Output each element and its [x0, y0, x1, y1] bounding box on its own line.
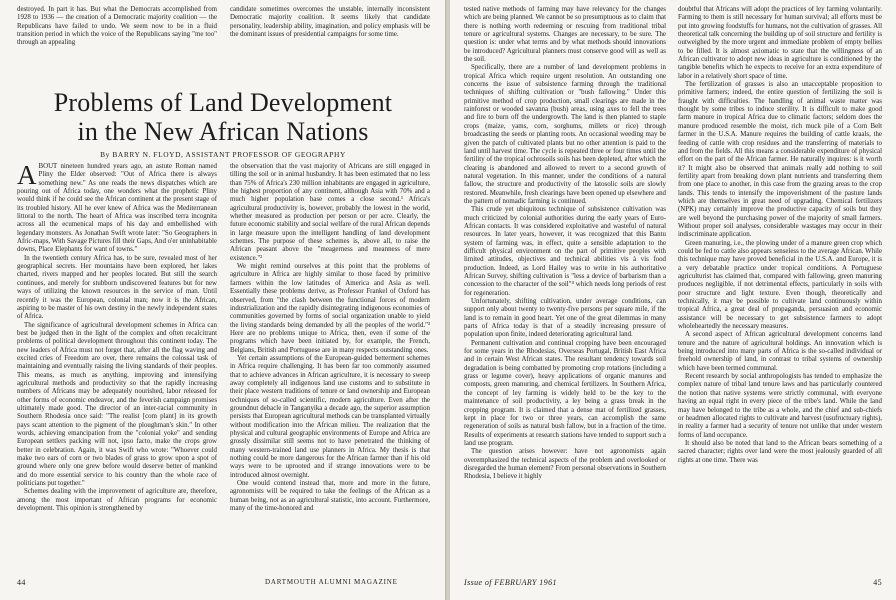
text-paragraph: A second aspect of African agricultural development concerns land tenure and the nature of agricultural holdings. An innovation which is being introduced into many parts of Africa is the so-called individual or freehold ownership of land, in contrast to tribal systems of ownership which have been termed communal. [678, 331, 882, 372]
text-paragraph: candidate sometimes overcomes the unstable, internally inconsistent Democratic majority coalition. It seems likely that candidate personality, leadership ability, imagination, and policy emphasis will be the dominant issues of presidential campaigns for some time. [230, 6, 430, 39]
article-title [18, 88, 428, 146]
title-line-2: in the New African Nations [77, 117, 369, 146]
byline: By BARRY N. FLOYD, ASSISTANT PROFESSOR OF GEOGRAPHY [100, 150, 346, 159]
text-paragraph: Green manuring, i.e., the plowing under of a manure green crop which could be fed to cattle also appears senseless to the average African. While this technique may have proved beneficial in the U.S.A. and Europe, it is a very debatable practice under tropical conditions. A Portuguese agriculturist has claimed that, compared with fallowing, green manuring produces negligible, if not detrimental effects, particularly in soils with poor structure and light texture. Even though, theoretically and technically, it may be possible to cultivate land continuously within tropical Africa, a great deal of propaganda, persuasion and economic assistance will be necessary to get subsistence farmers to adopt wholeheartedly the necessary measures. [678, 239, 882, 331]
magazine-name-footer: DARTMOUTH ALUMNI MAGAZINE [265, 578, 398, 586]
text-paragraph: The question arises however: have not agronomists again overemphasized the technical aspects of the problem and overlooked or disregarded the human element? From personal observations in Southern Rhodesia, I believe it highly [464, 448, 666, 481]
text-paragraph: The fertilization of grasses is also an unacceptable proposition to primitive farmers; indeed, the entire question of fertilizing the soil is fraught with difficulties. The handling of animal waste matter was thought by some tribes to induce sterility. It is difficult to make good farm manure in tropical Africa due to climatic factors; seldom does the manure produced resemble the moist, rich muck pile of a Corn Belt farmer in the U.S.A. Manure requires the building of cattle kraals, the feeding of cattle with crop residues and the transferring of materials to and from the fields. All this means a considerable expenditure of physical effort on the part of the African farmer. He naturally inquires: is it worth it? It might also be observed that animals really add nothing to soil fertility apart from breaking down plant nutrients and transferring them from one place to another, in this case from the grazing areas to the crop lands. This tends to intensify the impoverishment of the pasture lands which are themselves in great need of upgrading. Chemical fertilizers (NPK) may certainly improve the productive capacity of soils but they are well beyond the purchasing power of the majority of small farmers. Without proper soil analyses, considerable wastages may occur in their indiscriminate application. [678, 81, 882, 239]
article-column-2 [230, 163, 430, 575]
text-paragraph: Unfortunately, shifting cultivation, under average conditions, can support only about twenty to twenty-five persons per square mile, if the land is to remain in good heart. Yet one of the great dilemmas in many parts of Africa today is that of a steadily increasing pressure of population upon finite, indeed deteriorating agricultural land. [464, 298, 666, 339]
text-paragraph: In the twentieth century Africa has, to be sure, revealed most of her geographical secrets. Her mountains have been explored, her lakes charted, rivers mapped and her peoples located. But still the search continues, and merely for stubborn undiscovered features but for new ways of utilizing the known resources in the service of man. Until recently it was the European, colonial man; now it is the African, aspiring to be master of his own destiny in the newly independent states of Africa. [17, 254, 217, 321]
text-paragraph: Specifically, there are a number of land development problems in tropical Africa which require urgent resolution. An outstanding one concerns the issue of subsistence farming through the traditional techniques of shifting cultivation or "bush fallowing." Under this primitive method of crop production, small clearings are made in the rainforest or wooded savanna (bush) areas, using axes to fell the trees and fire to burn off the undergrowth. The land is then planted to staple crops (maize, yams, corn, sorghums, millets or rice) through broadcasting the seeds or planting roots. An occasional weeding may be given the patch of cultivated plants but no other attention is paid to the land until harvest time. The cycle is repeated three or four times until the fertility of the tropical ochrosoils soils has been depleted, after which the clearing is abandoned and allowed to revert to a second growth of natural vegetation. In this manner, under the conditions of a natural fallow, the structure and productivity of the latosolic soils are slowly restored. Meanwhile, fresh clearings have been opened up elsewhere and the pattern of nomadic farming is continued. [464, 64, 666, 205]
text-paragraph: doubtful that Africans will adopt the practices of ley farming voluntarily. Farming to them is still necessary for human survival; all efforts must be put into growing foodstuffs for humans, not the cultivation of grasses. All theoretical talk concerning the building up of soil structure and fertility is outweighed by the more urgent and immediate problem of empty bellies to be filled. It is almost axiomatic to state that the willingness of an African cultivator to adopt new ideas in agriculture is conditioned by the tangible benefits which he expects to receive for an extra expenditure of labor in a relatively short space of time. [678, 6, 882, 80]
article-column-4 [678, 6, 882, 572]
text-paragraph: It should also be noted that land to the African bears something of a sacred character; rights over land were the most jealously guarded of all rights at one time. There was [678, 439, 882, 464]
drop-cap: A [17, 163, 37, 190]
text-paragraph: the observation that the vast majority of Africans are still engaged in tilling the soil or in animal husbandry. It has been estimated that no less than 75% of Africa's 230 million inhabitants are engaged in agriculture, the highest proportion of any continent, although Asia with 70% and a much higher population base comes a close second.¹ Africa's agricultural productivity is, however, probably the lowest in the world, whether measured as production per person or per acre. Clearly, the future economic stability and social welfare of the rural African depends in large measure upon the intelligent handling of land development schemes. The purpose of these schemes is, above all, to raise the African peasant above the "meagerness and meanness of mere existence."² [230, 163, 430, 262]
text-paragraph: This crude yet ubiquitous technique of subsistence cultivation was much criticized by colonial authorities during the early years of Euro-African contacts. It was considered exploitative and wasteful of natural resources. In later years, however, it was recognized that this Bantu system of farming was, in effect, quite a sensible adaptation to the difficult physical environment on the part of primitive peoples with limited attitudes, objectives and technical abilities vis à vis food production. Indeed, as Lord Hailey was to write in his authoritative African Survey, shifting cultivation is "less a device of barbarism than a concession to the character of the soil"⁴ which needs long periods of rest for regeneration. [464, 206, 666, 297]
text-paragraph: We might remind ourselves at this point that the problems of agriculture in Africa are highly similar to those faced by primitive farmers within the low latitudes of America and Asia as well. Essentially these problems derive, as Professor Frankel of Oxford has observed, from "the clash between the functional forces of modern industrialization and the rapidly disintegrating indigenous economies of communities governed by forms of social organization unable to yield the living standards being demanded by all the peoples of the world."³ Here are no problems unique to Africa, then, even if some of the programs which have been initiated by, for example, the French, Belgians, British and Portuguese are in many respects outstanding ones. [230, 263, 430, 354]
right-page [450, 0, 896, 600]
text-paragraph: Schemes dealing with the improvement of agriculture are, therefore, among the most important of African programs for economic development. This opinion is strengthened by [17, 488, 217, 513]
text-paragraph: The significance of agricultural development schemes in Africa can best be judged then in the light of the complex and often recalcitrant problems of political development throughout this continent today. The new leaders of Africa must not forget that, after all the flag waving and excited cries of Freedom are over, there remains the colossal task of maintaining and eventually raising the living standards of their peoples. This means, as much as anything, improving and intensifying agricultural methods and productivity so that the rapidly increasing numbers of Africans may be adequately nourished, labor released for other forms of economic endeavor, and the feverish campaign promises ultimately made good. The director of an inter-racial community in Southern Rhodesia once said: "The realist [com plant] in its growth pays scant attention to the pigment of the ploughman's skin." In other words, achieving emancipation from the "colonial yoke" and sending European settlers packing will not, ipso facto, make the crops grow better in celebration. Again, it was Swift who wrote: "Whoever could make two ears of corn or two blades of grass to grow upon a spot of ground where only one grew before would deserve better of mankind and do more essential service to his country than the whole race of politicians put together." [17, 321, 217, 488]
text-paragraph: destroyed. In part it has. But what the Democrats accomplished from 1928 to 1936 — the creation of a Democratic majority coalition — the Republicans have failed to undo. We seem now to be in a fluid transition period in which the voice of the Republicans saying "me too" through an appealing [17, 6, 217, 47]
article-column-3 [464, 6, 666, 572]
text-paragraph: Yet certain assumptions of the European-guided betterment schemes in Africa require challenging. It has been far too commonly assumed that to achieve advances in African agriculture, it is necessary to sweep away completely all indigenous land use customs and to substitute in their place western traditions of tenure or land ownership and European techniques of so-called scientific, modern agriculture. Even after the groundnut debacle in Tanganyika a decade ago, the superior assumption persists that European agricultural methods can be transplanted virtually without modification into the African milieu. The realization that the physical and cultural geographic environments of Europe and Africa are grossly dissimilar still seems not to have penetrated the thinking of many western-trained land use planners in Africa. My thesis is that nothing could be more dangerous for the African farmer than if his old ways were to be uprooted and if strange innovations were to be introduced almost overnight. [230, 354, 430, 479]
text-paragraph: tested native methods of farming may have relevancy for the changes which are being planned. We cannot be so presumptuous as to claim that there is nothing worth redeeming or rescuing from traditional tribal tenure or agricultural systems. Changes are necessary, to be sure. The question is: under what terms and by what methods should innovations be introduced? Agricultural planners must conserve good will as well as the soil. [464, 6, 666, 64]
article-column-1 [17, 163, 217, 575]
left-top-column-2 [230, 6, 430, 39]
issue-date-footer: Issue of FEBRUARY 1961 [464, 578, 557, 587]
text-paragraph: Recent research by social anthropologists has tended to emphasize the complex nature of tribal land tenure laws and has particularly countered the notion that native systems were strictly communal, with everyone having an equal right in every piece of the tribe's land. While the land may have belonged to the tribe as a whole, and the chief and sub-chiefs or headmen allocated rights to cultivate and harvest (usufructuary rights), in reality a farmer had a security of tenure not unlike that under western forms of land occupance. [678, 373, 882, 439]
text-paragraph: Permanent cultivation and continual cropping have been encouraged for some years in the Rhodesias, Overseas Portugal, British East Africa and in certain West African states. The resultant tendency towards soil degradation is being combatted by promoting crop rotations (including a grass or legume cover), heavy applications of organic manures and composts, green manuring, and chemical fertilizers. In Southern Africa, the concept of ley farming is widely held to be the key to the maintenance of soil productivity, a ley being a grass break in the cropping program. It is claimed that a dense mat of fertilized grasses, kept in place for two or three years, can accomplish the same regeneration of soils as natural bush fallow, but in a fraction of the time. Results of experiments at research stations have tended to support such a land use program. [464, 339, 666, 447]
title-line-1: Problems of Land Development [53, 88, 393, 117]
left-top-column-1 [17, 6, 217, 48]
text-paragraph: ABOUT nineteen hundred years ago, an astute Roman named Pliny the Elder observed: "Out of Africa there is always something new." As one reads the news dispatches which are pouring out of Africa today, one wonders what the prophetic Pliny would think if he could see the African continent at the present stage of its troubled history. All he ever knew of Africa was the Mediterranean littoral to the north. The heart of Africa was inscribed terra incognita across all the ecumenical maps of his day and embellished with legendary monsters. As Jonathan Swift wrote later: "So Geographers in Afric-maps, With Savage Pictures fill their Gaps, And o'er uninhabitable downs, Place Elephants for want of towns." [17, 163, 217, 254]
page-number-left: 44 [17, 578, 26, 587]
page-number-right: 45 [873, 578, 882, 587]
left-page [0, 0, 446, 600]
text-paragraph: One would contend instead that, more and more in the future, agronomists will be required to take the feelings of the African as a human being, not as an agricultural statistic, into account. Furthermore, many of the time-honored and [230, 480, 430, 513]
